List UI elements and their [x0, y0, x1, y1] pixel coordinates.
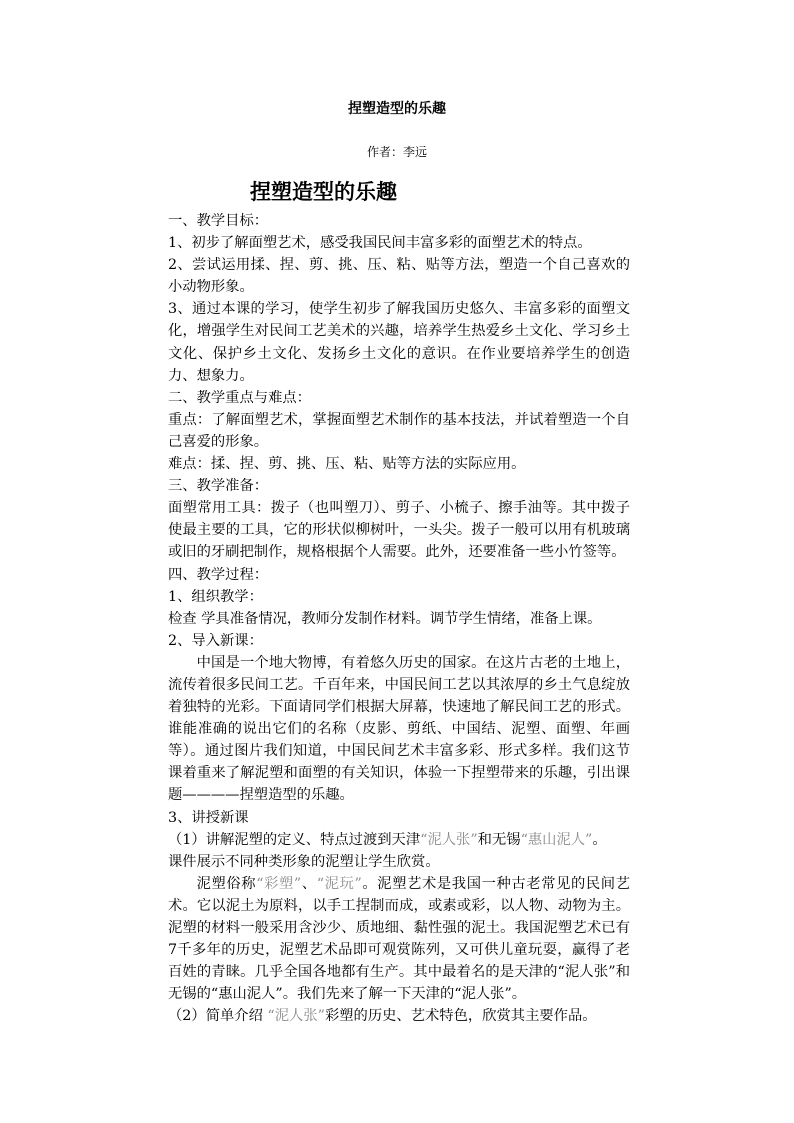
section-key-points-heading: 二、教学重点与难点： [168, 389, 311, 406]
key-point: 重点：了解面塑艺术，掌握面塑艺术制作的基本技法，并试着塑造一个自己喜爱的形象。 [168, 411, 630, 450]
lesson-heading: 捏塑造型的乐趣 [250, 179, 397, 204]
step-organize-text: 检查 学具准备情况，教师分发制作材料。调节学生情绪，准备上课。 [168, 610, 602, 627]
step-organize-heading: 1、组织教学： [168, 588, 263, 605]
step-intro-heading: 2、导入新课： [168, 632, 263, 649]
teach-point-2: （2）简单介绍 “泥人张”彩塑的历史、艺术特色，欣赏其主要作品。 [168, 1008, 597, 1025]
difficult-point: 难点：揉、捏、剪、挑、压、粘、贴等方法的实际应用。 [168, 456, 526, 473]
page-title: 捏塑造型的乐趣 [348, 101, 446, 117]
author-line: 作者：李远 [366, 145, 427, 159]
teach-point-1: （1）讲解泥塑的定义、特点过渡到天津“泥人张”和无锡“惠山泥人”。 [168, 831, 607, 848]
section-objectives-heading: 一、教学目标： [168, 213, 269, 229]
preparation-text: 面塑常用工具：拨子（也叫塑刀）、剪子、小梳子、擦手油等。其中拨子使最主要的工具，它的形状似柳树叶，一头尖。拨子一般可以用有机玻璃或旧的牙刷把制作，规格根据个人需要。此外，还要准备一些小竹签等。 [168, 500, 630, 561]
lesson-body [168, 210, 630, 1027]
objective-1: 1、初步了解面塑艺术，感受我国民间丰富多彩的面塑艺术的特点。 [168, 235, 592, 252]
clay-sculpture-paragraph: 泥塑俗称“彩塑”、“泥玩”。泥塑艺术是我国一种古老常见的民间艺术。它以泥土为原料，以手工捏制而成，或素或彩，以人物、动物为主。泥塑的材料一般采用含沙少、质地细、黏性强的泥土。我国泥塑艺术已有7千多年的历史，泥塑艺术品即可观赏陈列，又可供儿童玩耍，赢得了老百姓的青睐。几乎全国各地都有生产。其中最着名的是天津的“泥人张”和无锡的“惠山泥人”。我们先来了解一下天津的“泥人张”。 [168, 875, 631, 1003]
section-process-heading: 四、教学过程： [168, 566, 269, 583]
objective-3: 3、通过本课的学习，使学生初步了解我国历史悠久、丰富多彩的面塑文化，增强学生对民间工艺美术的兴趣，培养学生热爱乡土文化、学习乡土文化、保护乡土文化、发扬乡土文化的意识。在作业要培养学生的创造力、想象力。 [168, 301, 630, 384]
step-teach-heading: 3、讲授新课 [168, 809, 249, 826]
section-preparation-heading: 三、教学准备： [168, 478, 269, 495]
step-intro-text: 中国是一个地大物博，有着悠久历史的国家。在这片古老的土地上，流传着很多民间工艺。千百年来，中国民间工艺以其浓厚的乡土气息绽放着独特的光彩。下面请同学们根据大屏幕，快速地了解民间工艺的形式。谁能准确的说出它们的名称（皮影、剪纸、中国结、泥塑、面塑、年画等）。通过图片我们知道，中国民间艺术丰富多彩、形式多样。我们这节课着重来了解泥塑和面塑的有关知识，体验一下捏塑带来的乐趣，引出课题————捏塑造型的乐趣。 [168, 654, 630, 804]
objective-2: 2、尝试运用揉、捏、剪、挑、压、粘、贴等方法，塑造一个自己喜欢的小动物形象。 [168, 257, 630, 296]
teach-point-1-courseware: 课件展示不同种类形象的泥塑让学生欣赏。 [168, 853, 440, 870]
